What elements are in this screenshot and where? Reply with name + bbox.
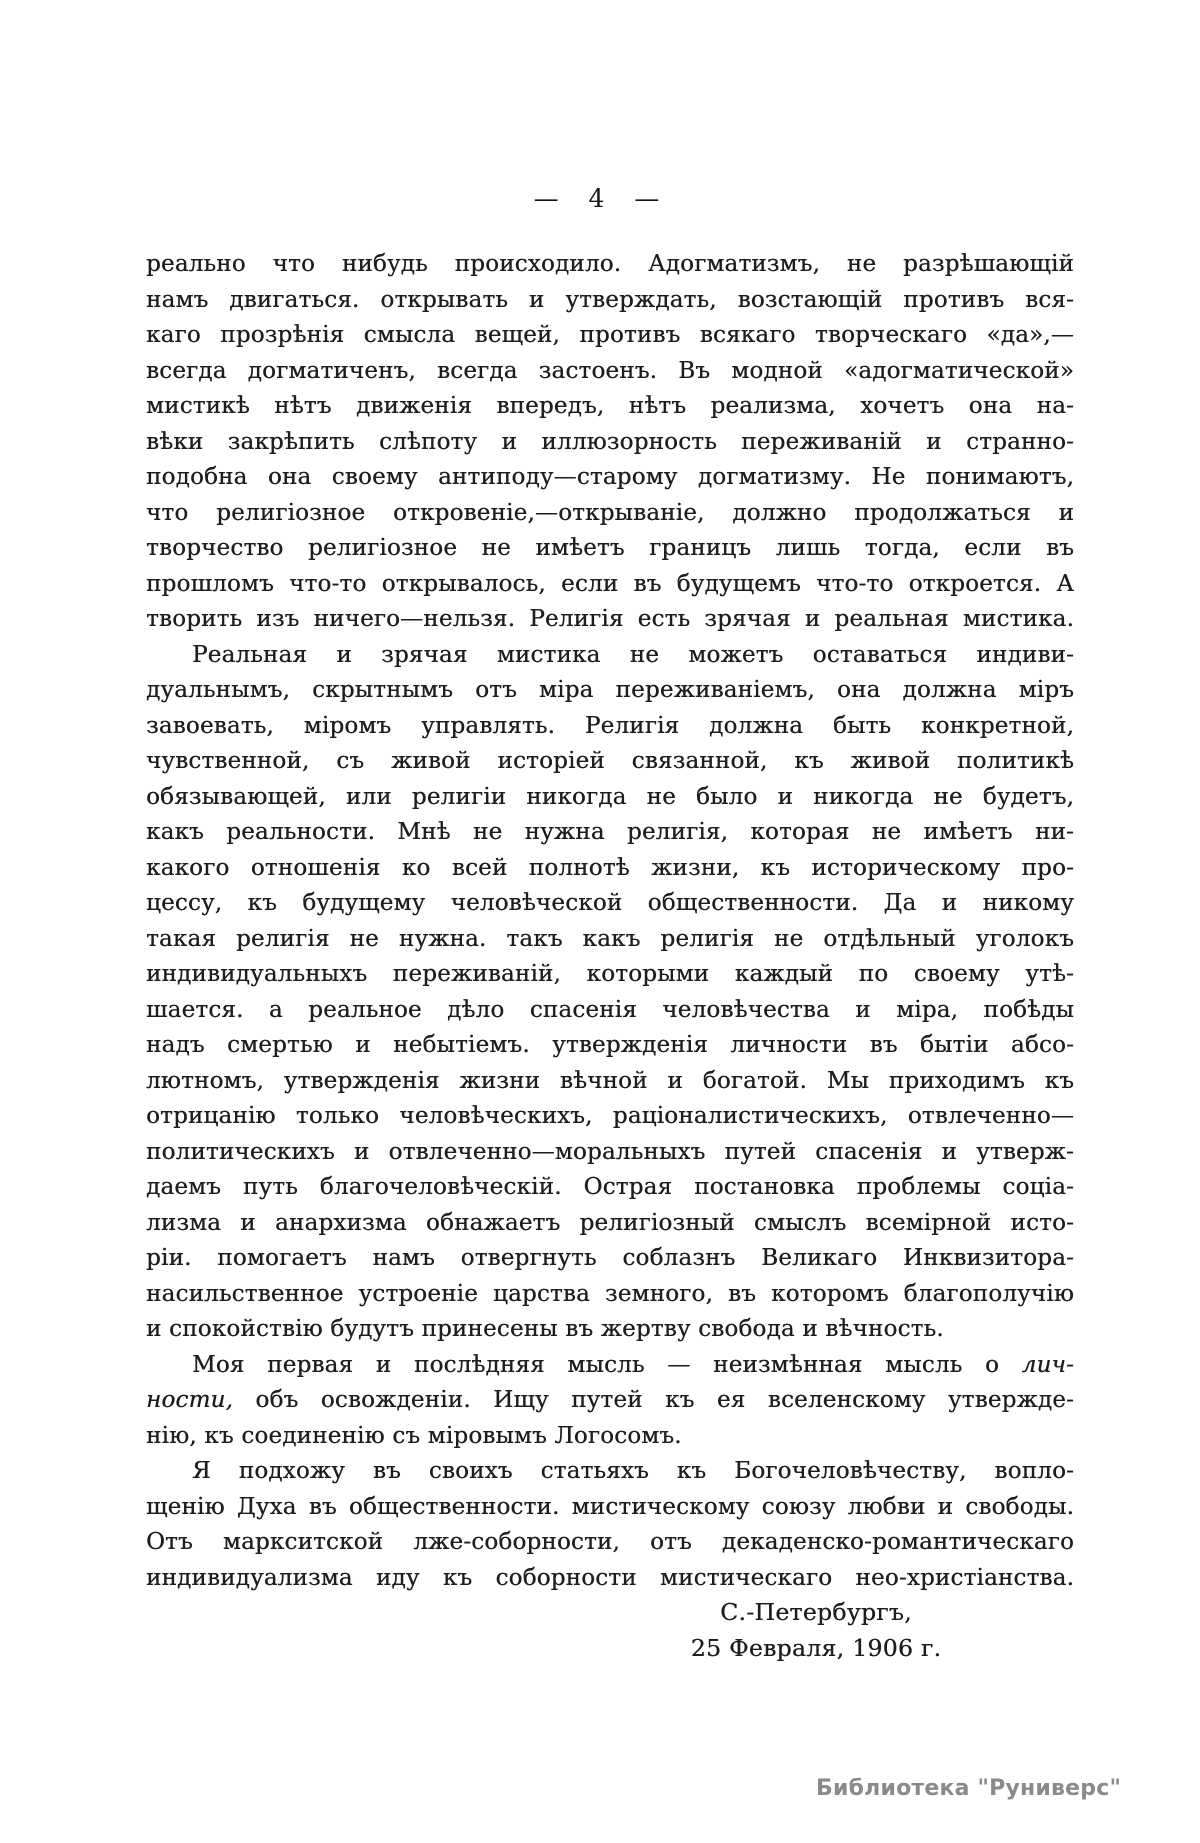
page-number: — 4 —	[533, 184, 661, 213]
text-line: подобна она своему антиподу—старому догматизму. Не понимаютъ,	[146, 464, 1074, 490]
text-line: индивидуализма иду къ соборности мистическаго нео-христіанства.	[146, 1564, 1074, 1591]
text-line: такая религія не нужна. такъ какъ религія не отдѣльный уголокъ	[146, 925, 1074, 952]
text-line: всегда догматиченъ, всегда застоенъ. Въ модной «адогматической»	[146, 357, 1074, 384]
text-line: надъ смертью и небытіемъ. утвержденія личности въ бытіи абсо-	[146, 1032, 1074, 1058]
text-line: лизма и анархизма обнажаетъ религіозный смыслъ всемірной исто-	[146, 1209, 1074, 1236]
text-line: щенію Духа въ общественности. мистическому союзу любви и свободы.	[146, 1493, 1074, 1520]
text-line: цессу, къ будущему человѣческой общественности. Да и никому	[146, 890, 1074, 916]
text-line: прошломъ что-то открывалось, если въ будущемъ что-то откроется. А	[146, 570, 1074, 597]
signature-place: С.-Петербургъ,	[720, 1598, 912, 1626]
text-line: Я подхожу въ своихъ статьяхъ къ Богочеловѣчеству, вопло-	[192, 1458, 1074, 1484]
paragraph	[146, 1348, 1074, 1455]
text-line: творить изъ ничего—нельзя. Религія есть зрячая и реальная мистика.	[146, 606, 1074, 632]
library-watermark: Библиотека "Руниверс"	[816, 1776, 1122, 1801]
text-line: творчество религіозное не имѣетъ границъ лишь тогда, если въ	[146, 535, 1074, 561]
text-line: отрицанію только человѣческихъ, раціоналистическихъ, отвлеченно—	[146, 1103, 1074, 1129]
text-line: нію, къ соединенію съ міровымъ Логосомъ.	[146, 1422, 682, 1449]
text-line	[146, 1348, 1074, 1384]
text-line: обязывающей, или религіи никогда не было и никогда не будетъ,	[146, 783, 1074, 810]
text-line: дуальнымъ, скрытнымъ отъ міра переживаніемъ, она должна міръ	[146, 677, 1074, 703]
paragraph	[146, 247, 1074, 638]
text-line: лютномъ, утвержденія жизни вѣчной и богатой. Мы приходимъ къ	[146, 1067, 1074, 1094]
text-line: какъ реальности. Мнѣ не нужна религія, которая не имѣетъ ни-	[146, 819, 1074, 845]
text-line: и спокойствію будутъ принесены въ жертву свобода и вѣчность.	[146, 1316, 944, 1342]
text-segment: Моя первая и послѣдняя мысль — неизмѣнная мысль о	[192, 1351, 1022, 1378]
text-line: шается. а реальное дѣло спасенія человѣчества и міра, побѣды	[146, 996, 1074, 1023]
text-line: завоевать, міромъ управлять. Религія должна быть конкретной,	[146, 712, 1074, 739]
text-line: индивидуальныхъ переживаній, которыми каждый по своему утѣ-	[146, 961, 1074, 987]
text-line: Реальная и зрячая мистика не можетъ оставаться индиви-	[192, 641, 1074, 668]
text-line: мистикѣ нѣтъ движенія впередъ, нѣтъ реализма, хочетъ она на-	[146, 393, 1074, 419]
text-line: что религіозное откровеніе,—открываніе, должно продолжаться и	[146, 499, 1074, 526]
italic-text-segment: лич-	[1021, 1351, 1074, 1378]
text-line: Отъ маркситской лже-соборности, отъ декаденско-романтическаго	[146, 1529, 1074, 1555]
text-line: ріи. помогаетъ намъ отвергнуть соблазнъ Великаго Инквизитора-	[146, 1245, 1074, 1271]
text-line: каго прозрѣнія смысла вещей, противъ всякаго творческаго «да»,—	[146, 322, 1074, 348]
paragraph	[146, 638, 1074, 1348]
text-line: вѣки закрѣпить слѣпоту и иллюзорность переживаній и странно-	[146, 428, 1074, 455]
signature-date: 25 Февраля, 1906 г.	[690, 1634, 942, 1662]
text-line: политическихъ и отвлеченно—моральныхъ путей спасенія и утверж-	[146, 1138, 1074, 1165]
text-line: чувственной, съ живой исторіей связанной, къ живой политикѣ	[146, 748, 1074, 774]
text-line: намъ двигаться. открывать и утверждать, возстающій противъ вся-	[146, 286, 1074, 313]
text-line: даемъ путь благочеловѣческій. Острая постановка проблемы соціа-	[146, 1174, 1074, 1200]
text-line	[146, 1383, 1074, 1419]
text-line: реально что нибудь происходило. Адогматизмъ, не разрѣшающій	[146, 251, 1074, 277]
text-block	[146, 247, 1074, 1596]
text-line: насильственное устроеніе царства земного, въ которомъ благополучію	[146, 1280, 1074, 1307]
text-line: какого отношенія ко всей полнотѣ жизни, къ историческому про-	[146, 854, 1074, 881]
signature-block	[640, 1594, 992, 1666]
italic-text-segment: ности,	[146, 1387, 234, 1413]
paragraph	[146, 1454, 1074, 1596]
text-segment: объ освожденіи. Ищу путей къ ея вселенскому утвержде-	[233, 1387, 1074, 1413]
